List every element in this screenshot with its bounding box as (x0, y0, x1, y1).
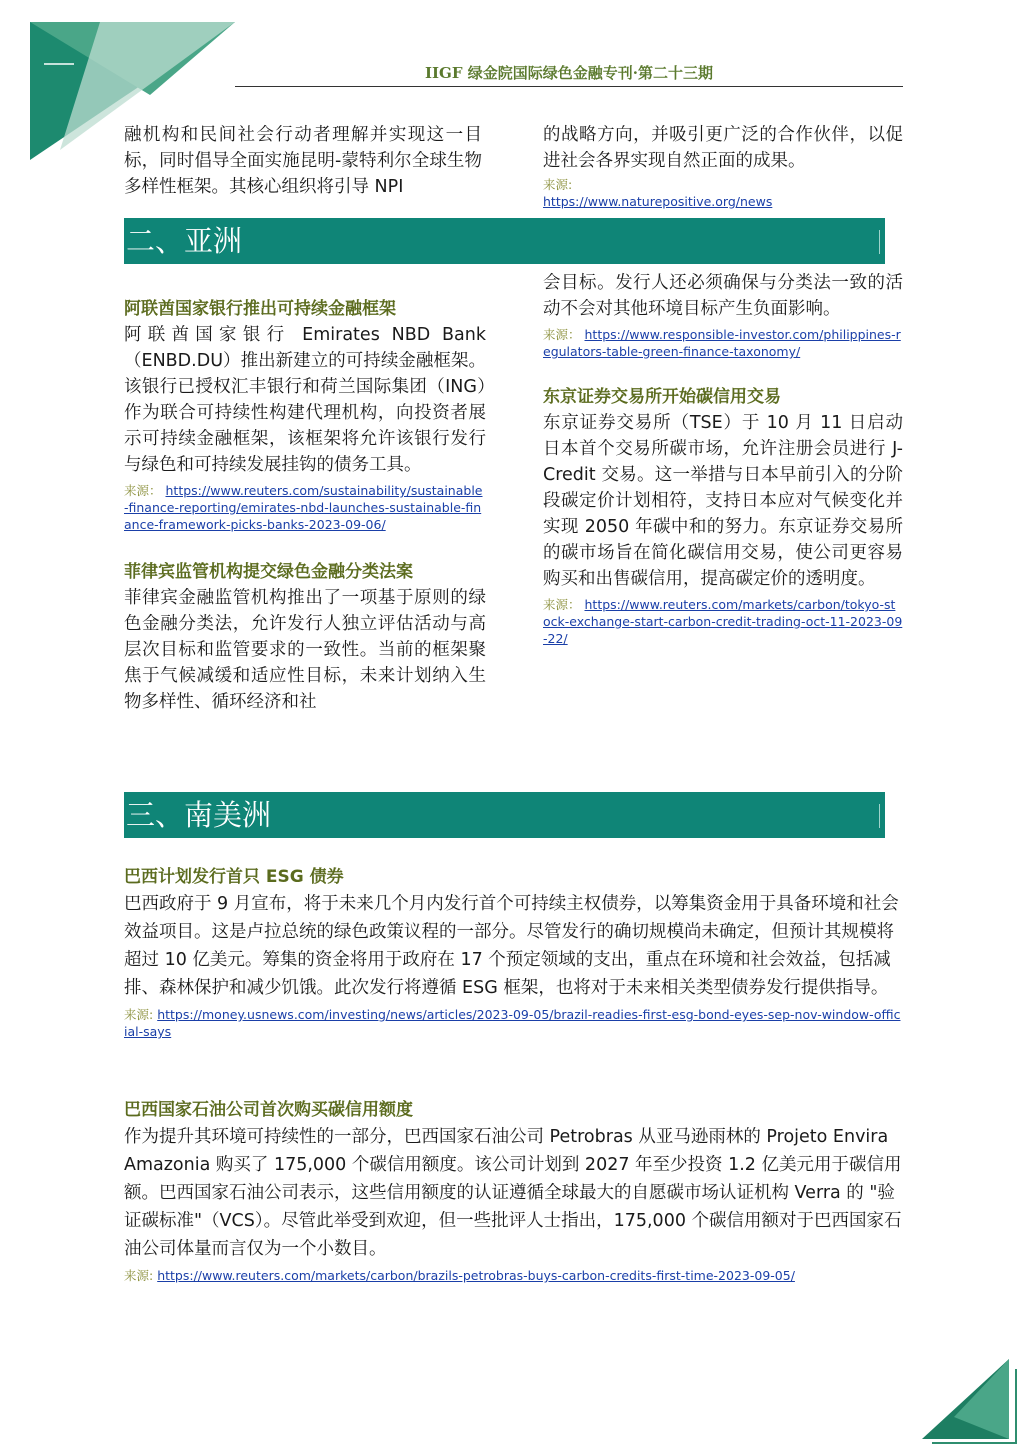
section-title: 二、亚洲 (126, 224, 243, 258)
asia-right-column (543, 270, 903, 647)
article-body: 作为提升其环境可持续性的一部分，巴西国家石油公司 Petrobras 从亚马逊雨林的 Projeto Envira Amazonia 购买了 175,000 个碳信用额度。该公司计划到 2027 年至少投资 1.2 亿美元用于碳信用额。巴西国家石油公司表示，这些信用额度的认证遵循全球最大的自愿碳市场认证机构 Verra 的 "验证碳标准"（VCS）。尽管此举受到欢迎，但一些批评人士指出，175,000 个碳信用额对于巴西国家石油公司体量而言仅为一个小数目。 (124, 1127, 902, 1259)
source-label: 来源: (543, 177, 573, 192)
top-right-text: 的战略方向，并吸引更广泛的合作伙伴，以促进社会各界实现自然正面的成果。 (543, 125, 903, 171)
article-source (543, 596, 903, 647)
article-heading: 阿联酋国家银行推出可持续金融框架 (124, 299, 396, 319)
section-band-asia (124, 218, 885, 264)
top-source (543, 176, 903, 210)
article-heading: 东京证券交易所开始碳信用交易 (543, 387, 781, 407)
header-title: IIGF 绿金院国际绿色金融专刊·第二十三期 (425, 64, 713, 82)
article-source (543, 326, 903, 360)
section-band-south-america (124, 792, 885, 838)
asia-left-column (124, 296, 486, 715)
source-label: 来源： (543, 327, 581, 342)
article-source (124, 1006, 902, 1040)
article-heading: 菲律宾监管机构提交绿色金融分类法案 (124, 562, 413, 582)
article-heading: 巴西国家石油公司首次购买碳信用额度 (124, 1100, 413, 1120)
article-body: 东京证券交易所（TSE）于 10 月 11 日启动日本首个交易所碳市场，允许注册会员进行 J-Credit 交易。这一举措与日本早前引入的分阶段碳定价计划相符，支持日本应对气候变化并实现 2050 年碳中和的努力。东京证券交易所的碳市场旨在简化碳信用交易，使公司更容易购买和出售碳信用，提高碳定价的透明度。 (543, 413, 903, 589)
article-body: 阿联酋国家银行 Emirates NBD Bank（ENBD.DU）推出新建立的可持续金融框架。该银行已授权汇丰银行和荷兰国际集团（ING）作为联合可持续性构建代理机构，向投资者展示可持续金融框架，该框架将允许该银行发行与绿色和可持续发展挂钩的债务工具。 (124, 325, 486, 475)
article-source (124, 1267, 902, 1284)
top-left-text: 融机构和民间社会行动者理解并实现这一目标，同时倡导全面实施昆明-蒙特利尔全球生物多样性框架。其核心组织将引导 NPI (124, 125, 482, 197)
source-label: 来源: (124, 1007, 154, 1022)
source-link[interactable]: https://www.responsible-investor.com/philippines-regulators-table-green-finance-taxonomy/ (543, 327, 901, 359)
article-source (124, 482, 486, 533)
south-america-article-2 (124, 1097, 902, 1284)
article-body: 巴西政府于 9 月宣布，将于未来几个月内发行首个可持续主权债券，以筹集资金用于具备环境和社会效益项目。这是卢拉总统的绿色政策议程的一部分。尽管发行的确切规模尚未确定，但预计其规模将超过 10 亿美元。筹集的资金将用于政府在 17 个预定领域的支出，重点在环境和社会效益，包括减排、森林保护和减少饥饿。此次发行将遵循 ESG 框架，也将对于未来相关类型债券发行提供指导。 (124, 894, 899, 998)
band-tick (879, 804, 880, 828)
source-link[interactable]: https://www.reuters.com/markets/carbon/tokyo-stock-exchange-start-carbon-credit-trading-oct-11-2023-09-22/ (543, 597, 903, 646)
source-label: 来源： (543, 597, 581, 612)
header-rule (235, 86, 903, 87)
source-link[interactable]: https://www.reuters.com/sustainability/sustainable-finance-reporting/emirates-nbd-launches-sustainable-finance-framework-picks-banks-2023-09-06/ (124, 483, 483, 532)
section-title: 三、南美洲 (126, 798, 272, 832)
corner-decoration-bottom-right (914, 1347, 1024, 1447)
article-heading: 巴西计划发行首只 ESG 债券 (124, 867, 344, 887)
top-right-column (543, 122, 903, 210)
band-tick (879, 230, 880, 254)
source-label: 来源： (124, 483, 162, 498)
source-label: 来源: (124, 1268, 154, 1283)
south-america-article-1 (124, 864, 902, 1040)
source-link[interactable]: https://www.naturepositive.org/news (543, 194, 773, 209)
article-body: 菲律宾金融监管机构推出了一项基于原则的绿色金融分类法，允许发行人独立评估活动与高层次目标和监管要求的一致性。当前的框架聚焦于气候减缓和适应性目标，未来计划纳入生物多样性、循环经济和社 (124, 588, 486, 712)
article-body-continued: 会目标。发行人还必须确保与分类法一致的活动不会对其他环境目标产生负面影响。 (543, 273, 903, 319)
source-link[interactable]: https://money.usnews.com/investing/news/articles/2023-09-05/brazil-readies-first-esg-bond-eyes-sep-nov-window-official-says (124, 1007, 901, 1039)
source-link[interactable]: https://www.reuters.com/markets/carbon/brazils-petrobras-buys-carbon-credits-first-time-2023-09-05/ (157, 1268, 795, 1283)
top-left-column (124, 122, 482, 200)
